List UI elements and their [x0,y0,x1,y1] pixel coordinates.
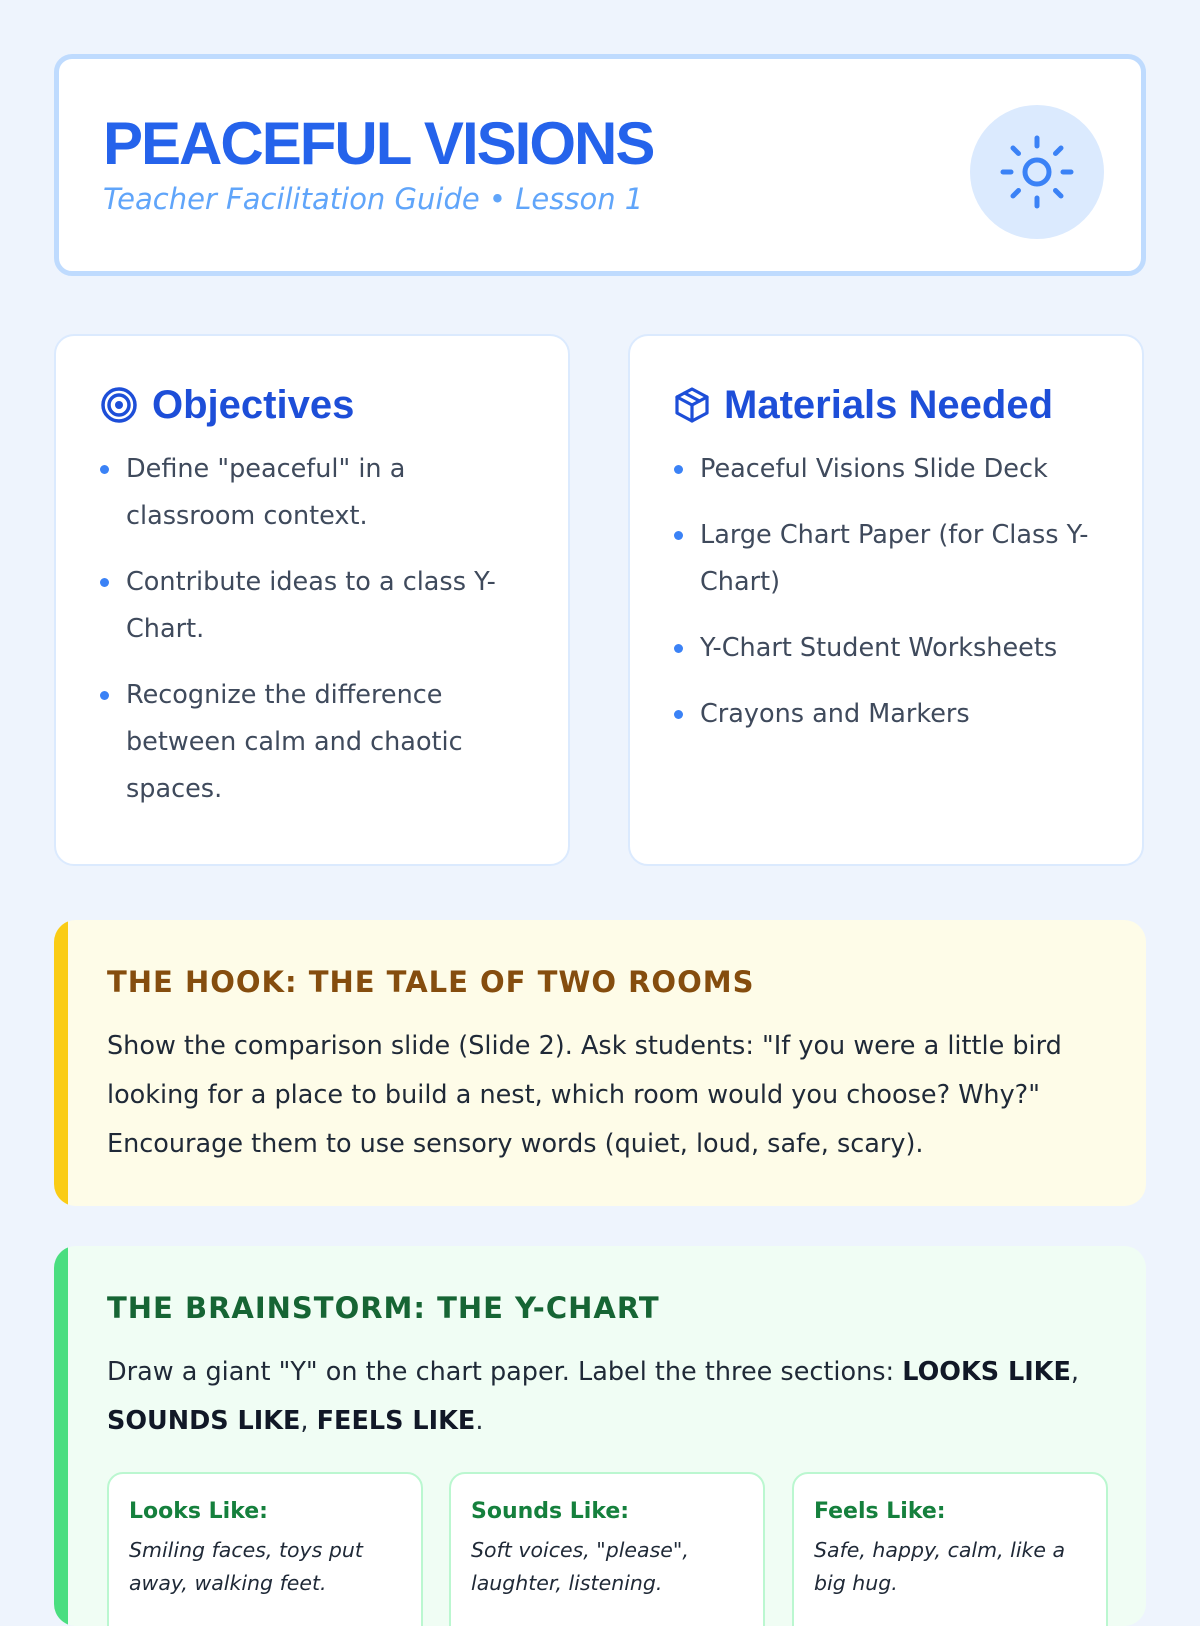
sun-icon [1000,135,1074,209]
brainstorm-body-text: Draw a giant "Y" on the chart paper. Label the three sections: [107,1357,903,1387]
sounds-like-text: Soft voices, "please", laughter, listening. [471,1538,689,1595]
materials-list [674,446,1112,757]
feels-like-box [792,1472,1108,1626]
feels-like-heading: Feels Like: [814,1499,946,1524]
body-period: . [475,1406,484,1436]
brainstorm-body [107,1348,1097,1446]
sounds-like-label: SOUNDS LIKE [107,1406,301,1436]
materials-card [628,334,1144,866]
box-icon [674,386,710,424]
hook-body: Show the comparison slide (Slide 2). Ask students: "If you were a little bird looking for a place to build a nest, which room would you choose? Why?" Encourage them to use sensory words (quiet, loud, safe, scary). [107,1031,1062,1159]
materials-heading [674,380,1053,430]
hook-title: THE HOOK: THE TALE OF TWO ROOMS [107,965,755,999]
objectives-title: Objectives [152,382,355,427]
material-item: Y-Chart Student Worksheets [674,625,1112,672]
brainstorm-title: THE BRAINSTORM: THE Y-CHART [107,1291,660,1325]
looks-like-box [107,1472,423,1626]
sounds-like-heading: Sounds Like: [471,1499,630,1524]
label-separator: , [1070,1357,1079,1387]
brainstorm-section [54,1246,1146,1626]
material-item: Large Chart Paper (for Class Y-Chart) [674,512,1112,606]
header-card [54,54,1146,276]
sounds-like-box [449,1472,765,1626]
materials-title: Materials Needed [724,382,1054,427]
target-icon [100,386,138,424]
objective-item: Define "peaceful" in a classroom context. [100,446,538,540]
sun-badge [970,105,1104,239]
objective-item: Recognize the difference between calm and chaotic spaces. [100,672,538,813]
label-separator: , [300,1406,317,1436]
objective-item: Contribute ideas to a class Y-Chart. [100,559,538,653]
hook-section [54,920,1146,1206]
material-item: Crayons and Markers [674,691,1112,738]
material-item: Peaceful Visions Slide Deck [674,446,1112,493]
feels-like-text: Safe, happy, calm, like a big hug. [814,1538,1066,1595]
objectives-card [54,334,570,866]
page-subtitle: Teacher Facilitation Guide • Lesson 1 [103,182,644,216]
objectives-heading [100,380,354,430]
objectives-list [100,446,538,832]
feels-like-label: FEELS LIKE [316,1406,476,1436]
looks-like-heading: Looks Like: [129,1499,268,1524]
looks-like-label: LOOKS LIKE [902,1357,1071,1387]
looks-like-text: Smiling faces, toys put away, walking feet. [129,1538,363,1595]
page-title: PEACEFUL VISIONS [103,110,654,177]
